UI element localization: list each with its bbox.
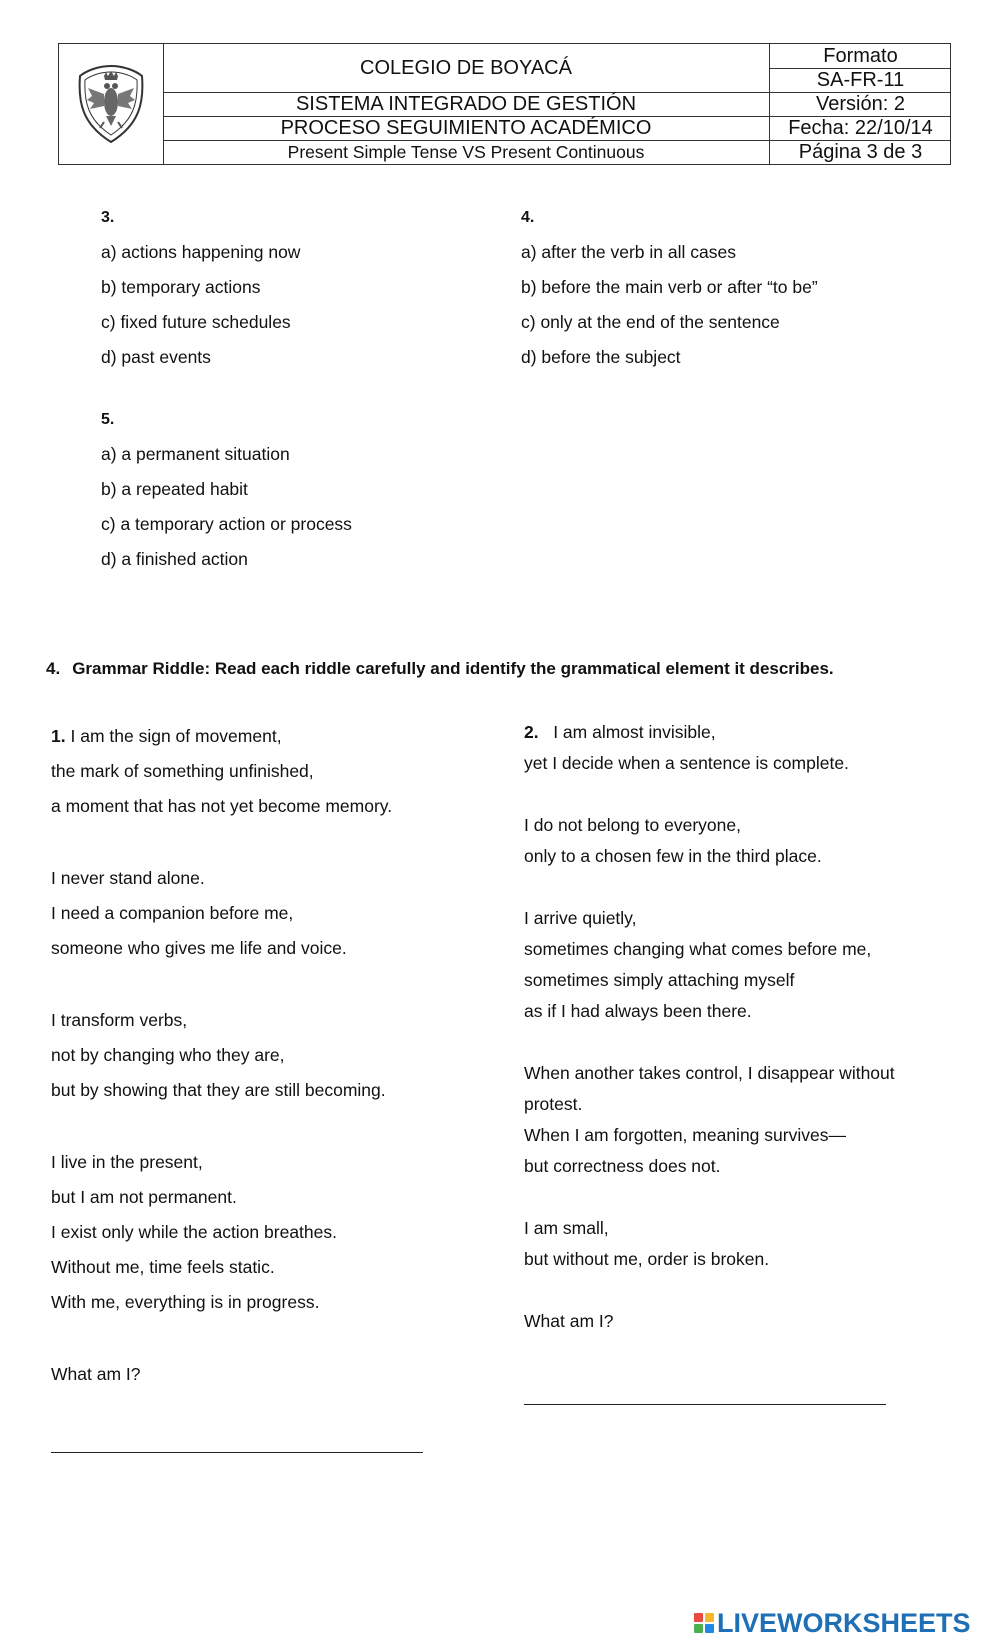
- riddle-1-line-14: With me, everything is in progress.: [51, 1292, 320, 1312]
- riddle-2-question: What am I?: [524, 1311, 614, 1331]
- question-3-option-a[interactable]: a) actions happening now: [101, 242, 301, 262]
- section-4-number: 4.: [46, 659, 61, 678]
- riddle-1-question: What am I?: [51, 1364, 141, 1384]
- question-5-number: 5.: [101, 411, 115, 428]
- riddle-1-line-11: but I am not permanent.: [51, 1187, 237, 1207]
- riddle-1-line-8: not by changing who they are,: [51, 1045, 285, 1065]
- school-crest-cell: [59, 44, 164, 164]
- riddle-1-line-6: someone who gives me life and voice.: [51, 938, 347, 958]
- school-name: COLEGIO DE BOYACÁ: [360, 56, 572, 79]
- liveworksheets-logo[interactable]: [694, 1608, 971, 1638]
- question-5-option-c[interactable]: c) a temporary action or process: [101, 514, 352, 534]
- section-4-instructions: Grammar Riddle: Read each riddle carefully and identify the grammatical element it describes.: [72, 659, 834, 678]
- riddle-2-answer-line[interactable]: [524, 1404, 886, 1405]
- question-5-option-a[interactable]: a) a permanent situation: [101, 444, 290, 464]
- riddle-2-line-12: but correctness does not.: [524, 1156, 721, 1176]
- riddle-2-line-2: yet I decide when a sentence is complete.: [524, 753, 849, 773]
- riddle-2-line-1: 2. I am almost invisible,: [524, 722, 716, 742]
- riddle-1-line-1: 1. I am the sign of movement,: [51, 726, 282, 746]
- riddle-1-line-9: but by showing that they are still becoming.: [51, 1080, 386, 1100]
- riddle-2-line-11: When I am forgotten, meaning survives—: [524, 1125, 846, 1145]
- liveworksheets-wordmark: LIVEWORKSHEETS: [717, 1607, 971, 1638]
- riddle-2-line-10: protest.: [524, 1094, 583, 1114]
- riddle-2-line-9: When another takes control, I disappear without: [524, 1063, 895, 1083]
- riddle-1-line-10: I live in the present,: [51, 1152, 203, 1172]
- worksheet-topic: Present Simple Tense VS Present Continuous: [163, 140, 769, 164]
- riddle-1-line-12: I exist only while the action breathes.: [51, 1222, 337, 1242]
- question-5-option-d[interactable]: d) a finished action: [101, 549, 248, 569]
- school-crest-icon: [74, 62, 148, 146]
- riddle-1-line-4: I never stand alone.: [51, 868, 205, 888]
- question-3-number: 3.: [101, 209, 115, 226]
- riddle-2-line-7: sometimes simply attaching myself: [524, 970, 795, 990]
- riddle-1-number: 1.: [51, 726, 66, 746]
- riddle-1-line-7: I transform verbs,: [51, 1010, 188, 1030]
- header-titles: [163, 44, 769, 164]
- riddle-2-line-8: as if I had always been there.: [524, 1001, 752, 1021]
- page-number: Página 3 de 3: [770, 140, 951, 164]
- liveworksheets-icon: [694, 1613, 714, 1633]
- riddle-2-line-4: only to a chosen few in the third place.: [524, 846, 822, 866]
- date: Fecha: 22/10/14: [770, 116, 951, 140]
- question-3-option-b[interactable]: b) temporary actions: [101, 277, 261, 297]
- question-4-option-c[interactable]: c) only at the end of the sentence: [521, 312, 780, 332]
- question-4-option-a[interactable]: a) after the verb in all cases: [521, 242, 736, 262]
- riddle-1-line-3: a moment that has not yet become memory.: [51, 796, 393, 816]
- header-meta: [769, 44, 951, 164]
- riddle-2-line-6: sometimes changing what comes before me,: [524, 939, 872, 959]
- section-4-title: [46, 659, 834, 679]
- question-3-option-c[interactable]: c) fixed future schedules: [101, 312, 291, 332]
- system-name: SISTEMA INTEGRADO DE GESTIÓN: [163, 92, 769, 116]
- question-4-number: 4.: [521, 209, 535, 226]
- format-label: Formato: [823, 44, 898, 67]
- riddle-1-answer-line[interactable]: [51, 1452, 423, 1453]
- riddle-1-line-13: Without me, time feels static.: [51, 1257, 275, 1277]
- riddle-2-line-14: but without me, order is broken.: [524, 1249, 770, 1269]
- riddle-2-line-3: I do not belong to everyone,: [524, 815, 741, 835]
- riddle-2-line-13: I am small,: [524, 1218, 609, 1238]
- riddle-2-line-5: I arrive quietly,: [524, 908, 637, 928]
- riddle-2-number: 2.: [524, 722, 539, 742]
- question-3-option-d[interactable]: d) past events: [101, 347, 211, 367]
- question-5-option-b[interactable]: b) a repeated habit: [101, 479, 248, 499]
- format-code: SA-FR-11: [770, 68, 951, 92]
- riddle-1-line-2: the mark of something unfinished,: [51, 761, 314, 781]
- version: Versión: 2: [770, 92, 951, 116]
- process-name: PROCESO SEGUIMIENTO ACADÉMICO: [163, 116, 769, 140]
- document-header: [58, 43, 951, 165]
- question-4-option-d[interactable]: d) before the subject: [521, 347, 681, 367]
- question-4-option-b[interactable]: b) before the main verb or after “to be”: [521, 277, 818, 297]
- riddle-1-line-5: I need a companion before me,: [51, 903, 294, 923]
